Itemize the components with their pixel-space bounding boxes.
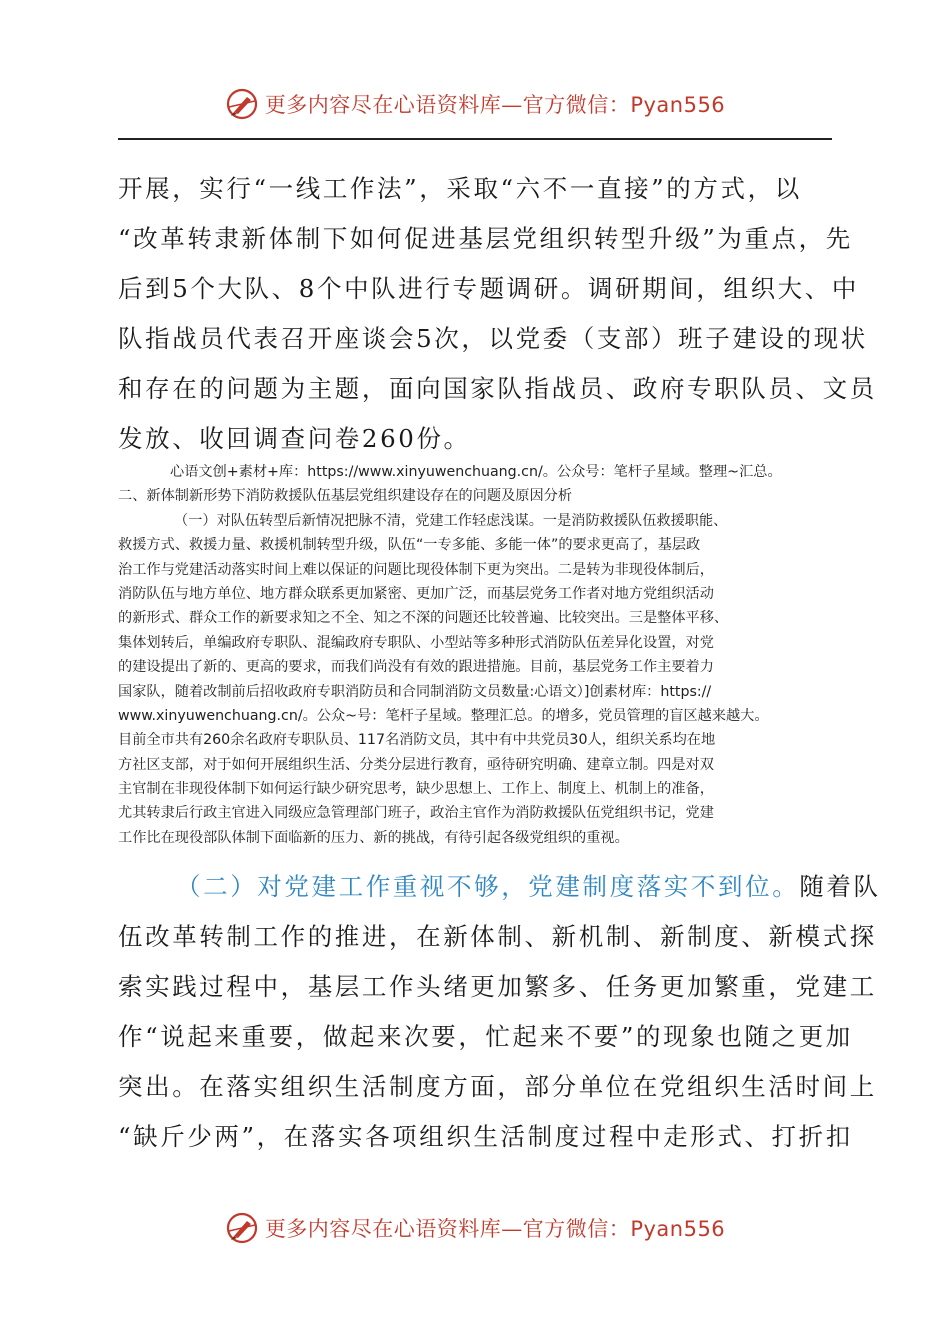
- wechat-id: Pyan556: [630, 93, 726, 117]
- text-line: 主官制在非现役体制下如何运行缺少研究思考，缺少思想上、工作上、制度上、机制上的准备，: [118, 781, 714, 798]
- text-line: （一）对队伍转型后新情况把脉不清，党建工作轻虑浅谋。一是消防救援队伍救援职能、: [174, 512, 728, 529]
- footer-banner: [0, 1208, 950, 1248]
- text-line: 集体划转后，单编政府专职队、混编政府专职队、小型站等多种形式消防队伍差异化设置，对党: [118, 634, 714, 651]
- text-line: 后到5个大队、8个中队进行专题调研。调研期间，组织大、中: [118, 274, 859, 303]
- paragraph-2: [118, 460, 838, 850]
- text-line: 队指战员代表召开座谈会5次，以党委（支部）班子建设的现状: [118, 324, 868, 353]
- text-line: 目前全市共有260余名政府专职队员、117名消防文员，其中有中共党员30人，组织关系均在地: [118, 732, 716, 749]
- header-banner: [0, 84, 950, 124]
- banner-text: 更多内容尽在心语资料库—官方微信：Pyan556: [264, 1217, 726, 1241]
- text-line: 发放、收回调查问卷260份。: [118, 424, 471, 453]
- text-line: 和存在的问题为主题，面向国家队指战员、政府专职队员、文员: [118, 374, 877, 403]
- section-title: 二、新体制新形势下消防救援队伍基层党组织建设存在的问题及原因分析: [118, 488, 573, 505]
- text-line: 治工作与党建活动落实时间上难以保证的问题比现役体制下更为突出。二是转为非现役体制后，: [118, 561, 714, 578]
- fountain-pen-logo-icon: [225, 1211, 259, 1245]
- text-line: www.xinyuwenchuang.cn/。公众~号：笔杆子星域。整理汇总。的增多，党员管理的盲区越来越大。: [118, 707, 769, 724]
- text-line: （二）对党建工作重视不够，党建制度落实不到位。随着队: [176, 872, 881, 901]
- fountain-pen-logo-icon: [225, 87, 259, 121]
- text-line: 工作比在现役部队体制下面临新的压力、新的挑战，有待引起各级党组织的重视。: [118, 829, 629, 846]
- text-line: 作“说起来重要，做起来次要，忙起来不要”的现象也随之更加: [118, 1022, 853, 1051]
- text-line: 救援方式、救援力量、救援机制转型升级，队伍“一专多能、多能一体”的要求更高了，基层政: [118, 537, 701, 554]
- text-line: 尤其转隶后行政主官进入同级应急管理部门班子，政治主官作为消防救援队伍党组织书记，党建: [118, 805, 714, 822]
- header-divider: [118, 138, 832, 140]
- text-line: 的建设提出了新的、更高的要求，而我们尚没有有效的跟进措施。目前，基层党务工作主要着力: [118, 659, 714, 676]
- text-line: “改革转隶新体制下如何促进基层党组织转型升级”为重点，先: [118, 224, 853, 253]
- text-line: 消防队伍与地方单位、地方群众联系更加紧密、更加广泛，而基层党务工作者对地方党组织活动: [118, 585, 714, 602]
- text-line: “缺斤少两”，在落实各项组织生活制度过程中走形式、打折扣: [118, 1122, 853, 1151]
- paragraph-3: [118, 862, 881, 1162]
- subsection-heading: （二）对党建工作重视不够，党建制度落实不到位。: [176, 872, 800, 901]
- text-line: 开展，实行“一线工作法”，采取“六不一直接”的方式，以: [118, 174, 802, 203]
- banner-text: 更多内容尽在心语资料库—官方微信：Pyan556: [264, 93, 726, 117]
- text-line: 方社区支部，对于如何开展组织生活、分类分层进行教育，亟待研究明确、建章立制。四是对双: [118, 756, 714, 773]
- text-line: 国家队，随着改制前后招收政府专职消防员和合同制消防文员数量:心语文）]创素材库：https://: [118, 683, 712, 700]
- wechat-id: Pyan556: [630, 1217, 726, 1241]
- text-line: 突出。在落实组织生活制度方面，部分单位在党组织生活时间上: [118, 1072, 877, 1101]
- text-line: 的新形式、群众工作的新要求知之不全、知之不深的问题还比较普遍、比较突出。三是整体平移、: [118, 610, 729, 627]
- paragraph-1: [118, 164, 877, 464]
- source-note: 心语文创+素材+库：https://www.xinyuwenchuang.cn/。公众号：笔杆子星域。整理~汇总。: [170, 464, 782, 480]
- text-line: 伍改革转制工作的推进，在新体制、新机制、新制度、新模式探: [118, 922, 877, 951]
- text-line: 索实践过程中，基层工作头绪更加繁多、任务更加繁重，党建工: [118, 972, 877, 1001]
